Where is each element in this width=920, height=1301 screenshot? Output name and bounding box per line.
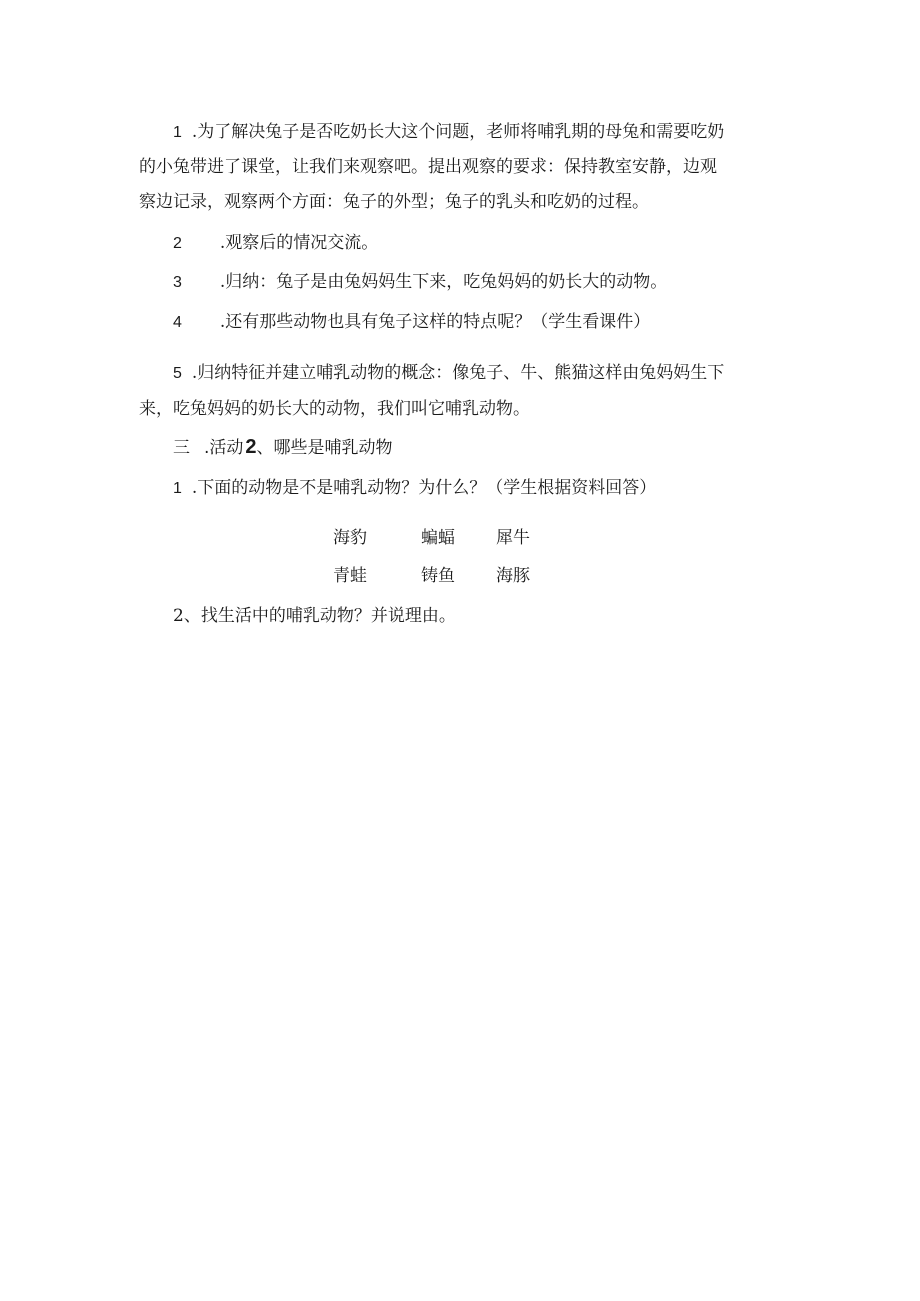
- item-2-number: 2: [173, 235, 182, 252]
- item-4-text: .还有那些动物也具有兔子这样的特点呢？（学生看课件）: [219, 312, 651, 332]
- item-3: [173, 271, 667, 294]
- animal-seal: 海豹: [333, 528, 367, 548]
- section-3-item-2: 2、找生活中的哺乳动物？并说理由。: [173, 606, 456, 626]
- item-3-text: .归纳：兔子是由兔妈妈生下来，吃兔妈妈的奶长大的动物。: [219, 272, 668, 292]
- item-5-text-line-1: .归纳特征并建立哺乳动物的概念：像兔子、牛、熊猫这样由兔妈妈生下: [191, 363, 725, 383]
- section-3-item-1: [173, 477, 656, 500]
- item-1-line-1: [173, 121, 724, 144]
- item-4-number: 4: [173, 314, 182, 331]
- animal-rhino: 犀牛: [496, 528, 530, 548]
- item-5-line-2: 来，吃兔妈妈的奶长大的动物，我们叫它哺乳动物。: [139, 399, 530, 419]
- section-3-heading-prefix: 三: [173, 438, 190, 458]
- item-4: [173, 311, 650, 334]
- section-3-heading: [173, 436, 393, 459]
- animal-dolphin: 海豚: [496, 566, 530, 586]
- animal-frog: 青蛙: [333, 566, 367, 586]
- section-3-heading-mid: .活动: [204, 438, 244, 458]
- item-2: [173, 232, 378, 255]
- section-3-item-1-number: 1: [173, 480, 182, 497]
- item-2-text: .观察后的情况交流。: [219, 233, 379, 253]
- item-3-number: 3: [173, 274, 182, 291]
- item-5-line-1: [173, 362, 724, 385]
- item-1-line-2: 的小兔带进了课堂，让我们来观察吧。提出观察的要求：保持教室安静，边观: [139, 157, 717, 177]
- section-3-heading-suffix: 、哪些是哺乳动物: [256, 438, 393, 458]
- item-5-number: 5: [173, 365, 182, 382]
- item-1-text-line-1: .为了解决兔子是否吃奶长大这个问题，老师将哺乳期的母兔和需要吃奶: [191, 122, 725, 142]
- animal-fish: 铸鱼: [421, 566, 455, 586]
- section-3-heading-number: 2: [245, 436, 257, 458]
- section-3-item-1-text: .下面的动物是不是哺乳动物？为什么？（学生根据资料回答）: [191, 478, 657, 498]
- animal-bat: 蝙蝠: [421, 528, 455, 548]
- item-1-line-3: 察边记录，观察两个方面：兔子的外型；兔子的乳头和吃奶的过程。: [139, 192, 649, 212]
- item-1-number: 1: [173, 124, 182, 141]
